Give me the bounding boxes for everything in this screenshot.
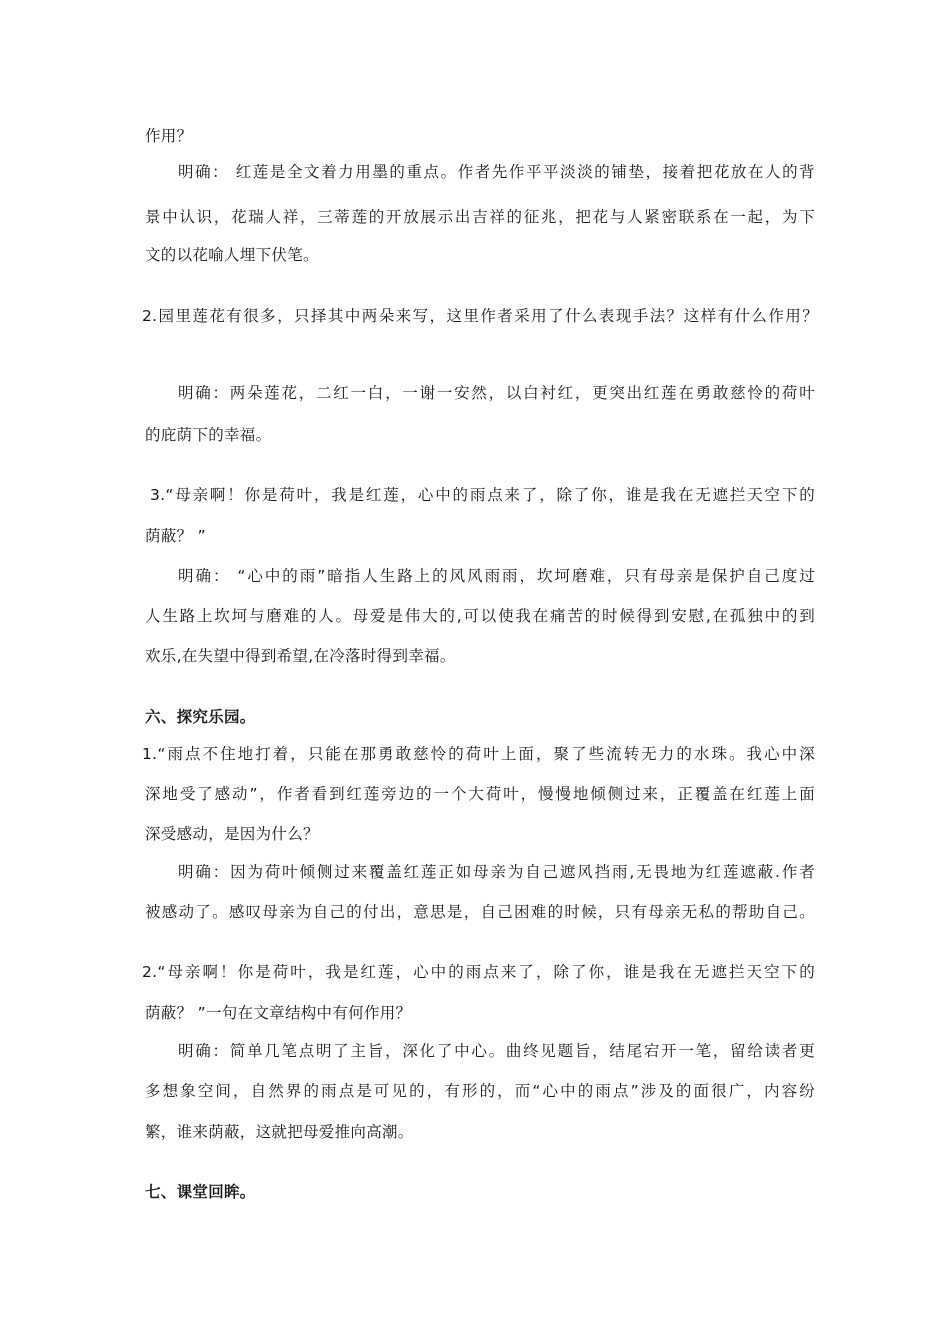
- answer-line: 明确： “心中的雨”暗指人生路上的风风雨雨，坎坷磨难，只有母亲是保护自己度过: [178, 567, 815, 585]
- section-heading: 七、课堂回眸。: [145, 1183, 256, 1201]
- text-line: 繁，谁来荫蔽，这就把母爱推向高潮。: [145, 1123, 414, 1141]
- answer-line: 明确：因为荷叶倾侧过来覆盖红莲正如母亲为自己遮风挡雨,无畏地为红莲遮蔽.作者: [178, 863, 815, 881]
- question-line: 2.“母亲啊！你是荷叶，我是红莲，心中的雨点来了，除了你，谁是我在无遮拦天空下的: [142, 963, 815, 981]
- question-line: 2.园里莲花有很多，只择其中两朵来写，这里作者采用了什么表现手法？这样有什么作用？: [142, 307, 818, 325]
- text-line: 荫蔽？ ”一句在文章结构中有何作用？: [145, 1004, 412, 1022]
- text-line: 人生路上坎坷与磨难的人。母爱是伟大的,可以使我在痛苦的时候得到安慰,在孤独中的到: [145, 607, 815, 625]
- answer-line: 明确： 红莲是全文着力用墨的重点。作者先作平平淡淡的铺垫，接着把花放在人的背: [178, 163, 815, 181]
- answer-line: 明确：两朵莲花，二红一白，一谢一安然，以白衬红，更突出红莲在勇敢慈怜的荷叶: [178, 384, 815, 402]
- answer-line: 明确：简单几笔点明了主旨，深化了中心。曲终见题旨，结尾宕开一笔，留给读者更: [178, 1042, 815, 1060]
- text-line: 多想象空间，自然界的雨点是可见的，有形的，而“心中的雨点”涉及的面很广，内容纷: [145, 1082, 815, 1100]
- text-line: 深地受了感动”，作者看到红莲旁边的一个大荷叶，慢慢地倾侧过来，正覆盖在红莲上面: [145, 785, 815, 803]
- question-line: 3.“母亲啊！你是荷叶，我是红莲，心中的雨点来了，除了你，谁是我在无遮拦天空下的: [150, 486, 815, 504]
- text-line: 深受感动，是因为什么？: [145, 825, 319, 843]
- text-line: 欢乐,在失望中得到希望,在冷落时得到幸福。: [145, 647, 456, 665]
- question-line: 1.“雨点不住地打着，只能在那勇敢慈怜的荷叶上面，聚了些流转无力的水珠。我心中深: [142, 745, 815, 763]
- text-line: 文的以花喻人埋下伏笔。: [145, 246, 319, 264]
- text-line: 的庇荫下的幸福。: [145, 426, 272, 444]
- text-line: 被感动了。感叹母亲为自己的付出，意思是，自己困难的时候，只有母亲无私的帮助自己。: [145, 903, 815, 921]
- text-line: 景中认识，花瑞人祥，三蒂莲的开放展示出吉祥的征兆，把花与人紧密联系在一起，为下: [145, 208, 815, 226]
- text-line: 作用？: [145, 127, 193, 145]
- text-line: 荫蔽？ ”: [145, 527, 206, 545]
- section-heading: 六、探究乐园。: [145, 708, 256, 726]
